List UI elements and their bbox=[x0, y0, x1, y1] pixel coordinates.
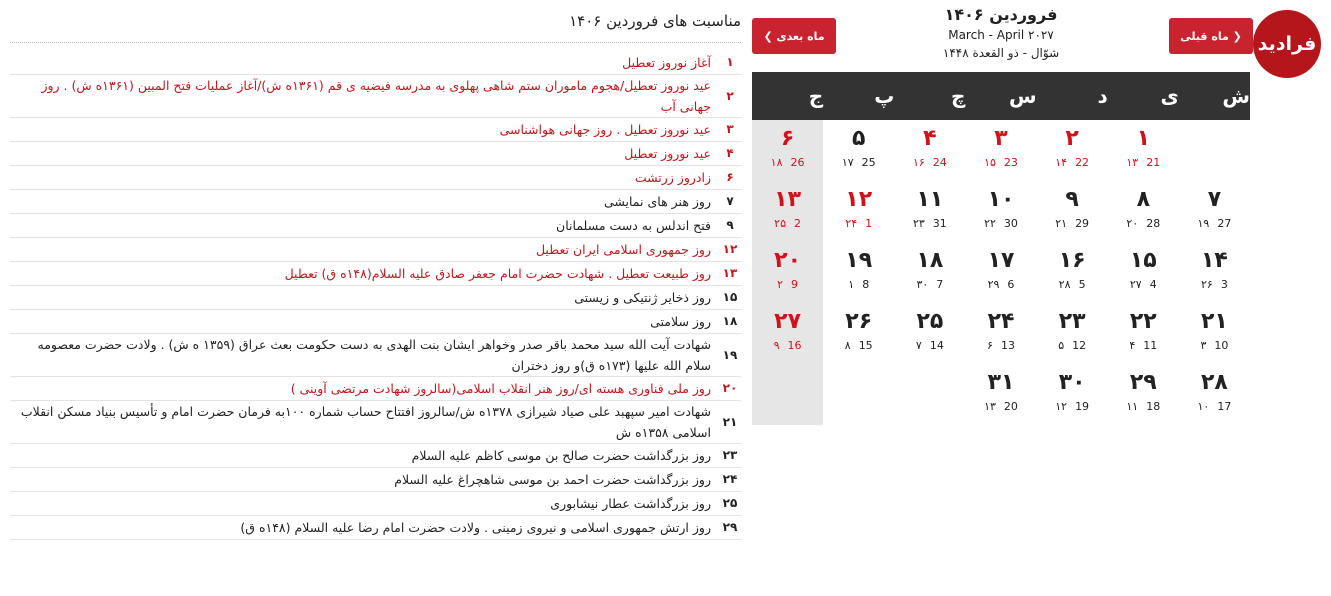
hijri-day: ۲۱ bbox=[1055, 217, 1068, 230]
secondary-dates bbox=[752, 278, 823, 291]
event-day: ۲۴ bbox=[722, 472, 738, 486]
persian-day: ۷ bbox=[1207, 187, 1222, 212]
hijri-day: ۲۳ bbox=[912, 217, 925, 230]
gregorian-day: 15 bbox=[858, 339, 873, 352]
event-text: زادروز زرتشت bbox=[634, 170, 711, 185]
day-cell[interactable] bbox=[1179, 181, 1250, 242]
event-text: شهادت آیت الله سید محمد باقر صدر وخواهر ایشان بنت الهدی به دست حکومت بعث عراق (۱۳۵۹ ه ش) . ولادت حضرت معصومه سلام الله علیها (۱۷۳ه ق)و روز دختران bbox=[37, 337, 711, 373]
gregorian-day: 31 bbox=[932, 217, 947, 230]
gregorian-day: 28 bbox=[1146, 217, 1161, 230]
weekday-header bbox=[752, 72, 1250, 120]
hijri-day: ۲۴ bbox=[845, 217, 858, 230]
day-cell[interactable] bbox=[823, 120, 894, 181]
day-cell[interactable] bbox=[1108, 120, 1179, 181]
weekday-label: س bbox=[1008, 84, 1037, 108]
day-cell[interactable] bbox=[823, 242, 894, 303]
day-cell[interactable] bbox=[965, 242, 1036, 303]
event-text: روز سلامتی bbox=[650, 314, 711, 329]
event-row[interactable] bbox=[10, 51, 741, 75]
gregorian-day: 25 bbox=[861, 156, 876, 169]
calendar-week bbox=[752, 303, 1250, 364]
hijri-day: ۵ bbox=[1058, 339, 1065, 352]
persian-day: ۲۱ bbox=[1201, 309, 1228, 334]
event-day: ۱۸ bbox=[722, 314, 738, 328]
gregorian-day: 5 bbox=[1078, 278, 1086, 291]
event-text: روز ذخایر ژنتیکی و زیستی bbox=[574, 290, 711, 305]
day-cell[interactable] bbox=[1037, 181, 1108, 242]
hijri-day: ۲۶ bbox=[1201, 278, 1213, 291]
day-cell[interactable] bbox=[965, 364, 1036, 425]
logo-text: فرادید bbox=[1257, 33, 1317, 55]
empty-cell bbox=[1179, 120, 1250, 181]
secondary-dates bbox=[1108, 217, 1179, 230]
hijri-day: ۱۱ bbox=[1126, 400, 1139, 413]
secondary-dates bbox=[823, 156, 894, 169]
hijri-day: ۳۰ bbox=[916, 278, 929, 291]
secondary-dates bbox=[1179, 400, 1250, 413]
event-row[interactable] bbox=[10, 286, 741, 310]
day-cell[interactable] bbox=[1179, 242, 1250, 303]
event-row[interactable] bbox=[10, 214, 741, 238]
gregorian-day: 7 bbox=[936, 278, 944, 291]
persian-day: ۲ bbox=[1065, 126, 1079, 151]
event-day: ۷ bbox=[726, 194, 734, 208]
persian-day: ۲۲ bbox=[1129, 309, 1157, 334]
secondary-dates bbox=[965, 400, 1036, 413]
secondary-dates bbox=[894, 339, 965, 352]
secondary-dates bbox=[965, 217, 1036, 230]
event-day: ۲۱ bbox=[722, 414, 738, 429]
gregorian-day: 27 bbox=[1217, 217, 1232, 230]
event-text: روز طبیعت تعطیل . شهادت حضرت امام جعفر صادق علیه السلام(۱۴۸ه ق) تعطیل bbox=[284, 266, 711, 281]
persian-day: ۲۴ bbox=[987, 309, 1015, 334]
persian-day: ۸ bbox=[1136, 187, 1150, 212]
calendar-week bbox=[752, 364, 1250, 425]
persian-day: ۵ bbox=[852, 126, 866, 151]
event-row[interactable] bbox=[10, 310, 741, 334]
day-cell[interactable] bbox=[823, 181, 894, 242]
hijri-day: ۲۲ bbox=[984, 217, 996, 230]
event-day: ۲ bbox=[726, 88, 734, 103]
hijri-day: ۱۹ bbox=[1197, 217, 1210, 230]
hijri-day: ۳ bbox=[1200, 339, 1207, 352]
calendar-week bbox=[752, 120, 1250, 181]
persian-day: ۱۸ bbox=[916, 248, 944, 273]
persian-day: ۲۵ bbox=[916, 309, 944, 334]
event-day: ۴ bbox=[726, 146, 734, 160]
day-cell[interactable] bbox=[894, 242, 965, 303]
hijri-day: ۶ bbox=[987, 339, 993, 352]
empty-cell bbox=[752, 364, 823, 425]
day-cell[interactable] bbox=[752, 120, 823, 181]
event-row[interactable] bbox=[10, 468, 741, 492]
hijri-day: ۲۸ bbox=[1058, 278, 1071, 291]
secondary-dates bbox=[894, 278, 965, 291]
day-cell[interactable] bbox=[894, 120, 965, 181]
secondary-dates bbox=[752, 339, 823, 352]
persian-day: ۱۵ bbox=[1129, 248, 1157, 273]
event-text: عید نوروز تعطیل/هجوم ماموران ستم شاهی پهلوی به مدرسه فیضیه ی قم (۱۳۶۱ه ش)/آغاز عملیات فتح المبین (۱۳۶۱ه ش) . روز جهانی آب bbox=[41, 78, 711, 114]
hijri-day: ۲۷ bbox=[1129, 278, 1142, 291]
weekday-label: د bbox=[1097, 84, 1108, 108]
gregorian-day: 20 bbox=[1003, 400, 1018, 413]
day-cell[interactable] bbox=[823, 303, 894, 364]
event-row[interactable] bbox=[10, 444, 741, 468]
gregorian-day: 2 bbox=[794, 217, 801, 230]
secondary-dates bbox=[752, 217, 823, 230]
gregorian-day: 26 bbox=[790, 156, 805, 169]
day-cell[interactable] bbox=[1037, 303, 1108, 364]
weekday-label: ش bbox=[1222, 84, 1250, 108]
event-row[interactable] bbox=[10, 75, 741, 118]
gregorian-day: 8 bbox=[862, 278, 870, 291]
secondary-dates bbox=[1037, 217, 1108, 230]
day-cell[interactable] bbox=[752, 303, 823, 364]
secondary-dates bbox=[894, 217, 965, 230]
persian-day: ۱۹ bbox=[845, 248, 873, 273]
prev-month-label: ماه قبلی bbox=[1180, 29, 1229, 43]
empty-cell bbox=[823, 364, 894, 425]
gregorian-day: 11 bbox=[1143, 339, 1158, 352]
day-cell[interactable] bbox=[1037, 120, 1108, 181]
secondary-dates bbox=[1108, 400, 1179, 413]
event-day: ۲۵ bbox=[722, 496, 738, 510]
hijri-day: ۲۰ bbox=[1126, 217, 1139, 230]
persian-day: ۱۰ bbox=[987, 187, 1015, 212]
secondary-dates bbox=[1108, 278, 1179, 291]
hijri-day: ۹ bbox=[773, 339, 780, 352]
gregorian-day: 24 bbox=[932, 156, 947, 169]
secondary-dates bbox=[1179, 217, 1250, 230]
secondary-dates bbox=[894, 156, 965, 169]
secondary-dates bbox=[965, 278, 1036, 291]
event-text: فتح اندلس به دست مسلمانان bbox=[556, 218, 711, 233]
event-day: ۱۳ bbox=[722, 266, 738, 280]
event-day: ۲۹ bbox=[722, 520, 738, 534]
day-cell[interactable] bbox=[1037, 242, 1108, 303]
gregorian-day: 16 bbox=[787, 339, 802, 352]
persian-day: ۶ bbox=[780, 126, 795, 151]
empty-cell bbox=[894, 364, 965, 425]
secondary-dates bbox=[823, 278, 894, 291]
weekday-label: چ bbox=[951, 84, 966, 108]
event-text: روز جمهوری اسلامی ایران تعطیل bbox=[535, 242, 711, 257]
chevron-right-icon: ❮ bbox=[1228, 29, 1242, 43]
persian-day: ۱۳ bbox=[774, 187, 802, 212]
weekday-label: ج bbox=[808, 84, 824, 108]
hijri-day: ۱۶ bbox=[912, 156, 925, 169]
weekday-label: ی bbox=[1160, 84, 1179, 108]
gregorian-day: 30 bbox=[1003, 217, 1018, 230]
day-cell[interactable] bbox=[1179, 364, 1250, 425]
hijri-day: ۱۲ bbox=[1055, 400, 1068, 413]
chevron-left-icon: ❯ bbox=[763, 29, 777, 43]
gregorian-day: 6 bbox=[1007, 278, 1015, 291]
persian-day: ۱۴ bbox=[1201, 248, 1228, 273]
secondary-dates bbox=[1037, 339, 1108, 352]
site-logo[interactable] bbox=[1253, 10, 1321, 78]
calendar-week bbox=[752, 181, 1250, 242]
event-row[interactable] bbox=[10, 492, 741, 516]
hijri-day: ۲۹ bbox=[987, 278, 1000, 291]
gregorian-day: 12 bbox=[1072, 339, 1087, 352]
event-row[interactable] bbox=[10, 118, 741, 142]
events-panel bbox=[10, 8, 741, 540]
secondary-dates bbox=[1037, 156, 1108, 169]
event-row[interactable] bbox=[10, 166, 741, 190]
gregorian-day: 3 bbox=[1220, 278, 1228, 291]
event-text: آغاز نوروز تعطیل bbox=[622, 55, 711, 70]
event-row[interactable] bbox=[10, 334, 741, 377]
event-row[interactable] bbox=[10, 401, 741, 444]
day-cell[interactable] bbox=[1108, 303, 1179, 364]
hijri-day: ۲۵ bbox=[774, 217, 786, 230]
persian-day: ۱ bbox=[1136, 126, 1150, 151]
event-day: ۲۳ bbox=[722, 448, 738, 462]
event-day: ۶ bbox=[726, 170, 734, 184]
persian-day: ۳ bbox=[994, 126, 1008, 151]
event-text: عید نوروز تعطیل bbox=[624, 146, 711, 161]
event-row[interactable] bbox=[10, 142, 741, 166]
gregorian-day: 14 bbox=[929, 339, 944, 352]
events-title: مناسبت های فروردین ۱۴۰۶ bbox=[10, 8, 741, 43]
day-cell[interactable] bbox=[965, 120, 1036, 181]
hijri-day: ۱۰ bbox=[1197, 400, 1210, 413]
calendar-grid bbox=[752, 72, 1250, 425]
day-cell[interactable] bbox=[894, 181, 965, 242]
secondary-dates bbox=[823, 217, 894, 230]
gregorian-day: 9 bbox=[791, 278, 799, 291]
persian-day: ۲۸ bbox=[1201, 370, 1228, 395]
gregorian-day: 29 bbox=[1075, 217, 1090, 230]
persian-day: ۲۰ bbox=[774, 248, 802, 273]
secondary-dates bbox=[965, 156, 1036, 169]
hijri-range: شوّال - ذو القعدة ۱۴۴۸ bbox=[942, 46, 1060, 60]
secondary-dates bbox=[1037, 400, 1108, 413]
hijri-day: ۱۴ bbox=[1055, 156, 1068, 169]
hijri-day: ۴ bbox=[1129, 339, 1136, 352]
secondary-dates bbox=[1179, 339, 1250, 352]
persian-day: ۲۷ bbox=[774, 309, 802, 334]
event-day: ۱ bbox=[726, 55, 734, 69]
persian-day: ۳۰ bbox=[1058, 370, 1086, 395]
persian-day: ۱۷ bbox=[987, 248, 1015, 273]
gregorian-day: 13 bbox=[1000, 339, 1015, 352]
hijri-day: ۲ bbox=[777, 278, 784, 291]
gregorian-day: 10 bbox=[1214, 339, 1229, 352]
gregorian-day: 4 bbox=[1149, 278, 1157, 291]
event-row[interactable] bbox=[10, 377, 741, 401]
weekday-label: پ bbox=[874, 84, 895, 108]
day-cell[interactable] bbox=[752, 242, 823, 303]
event-text: روز بزرگداشت حضرت صالح بن موسی کاظم علیه السلام bbox=[411, 448, 711, 463]
event-text: روز هنر های نمایشی bbox=[603, 194, 711, 209]
secondary-dates bbox=[752, 156, 823, 169]
day-cell[interactable] bbox=[752, 181, 823, 242]
event-row[interactable] bbox=[10, 238, 741, 262]
event-text: شهادت امیر سپهبد علی صیاد شیرازی ۱۳۷۸ه ش/سالروز افتتاح حساب شماره ۱۰۰به فرمان حضرت امام و تأسیس بنیاد مسکن انقلاب اسلامی ۱۳۵۸ه ش bbox=[20, 404, 711, 440]
calendar-week bbox=[752, 242, 1250, 303]
event-day: ۱۲ bbox=[722, 242, 738, 256]
persian-day: ۱۶ bbox=[1058, 248, 1086, 273]
persian-day: ۱۱ bbox=[916, 187, 944, 212]
gregorian-day: 18 bbox=[1146, 400, 1161, 413]
day-cell[interactable] bbox=[894, 303, 965, 364]
persian-day: ۱۲ bbox=[845, 187, 873, 212]
day-cell[interactable] bbox=[1179, 303, 1250, 364]
secondary-dates bbox=[965, 339, 1036, 352]
next-month-label: ماه بعدی bbox=[776, 29, 825, 43]
day-cell[interactable] bbox=[1108, 364, 1179, 425]
event-day: ۹ bbox=[726, 218, 734, 232]
hijri-day: ۱۳ bbox=[984, 400, 996, 413]
hijri-day: ۱۸ bbox=[770, 156, 783, 169]
event-day: ۱۵ bbox=[722, 290, 738, 304]
event-text: روز ملی فناوری هسته ای/روز هنر انقلاب اسلامی(سالروز شهادت مرتضی آوینی ) bbox=[290, 381, 711, 396]
hijri-day: ۱ bbox=[848, 278, 855, 291]
secondary-dates bbox=[1037, 278, 1108, 291]
persian-day: ۳۱ bbox=[987, 370, 1015, 395]
day-cell[interactable] bbox=[1037, 364, 1108, 425]
calendar-header bbox=[752, 0, 1250, 60]
event-day: ۳ bbox=[726, 122, 734, 136]
hijri-day: ۸ bbox=[844, 339, 851, 352]
gregorian-day: 17 bbox=[1217, 400, 1232, 413]
gregorian-day: 23 bbox=[1003, 156, 1018, 169]
secondary-dates bbox=[1108, 339, 1179, 352]
gregorian-day: 19 bbox=[1075, 400, 1090, 413]
gregorian-day: 22 bbox=[1075, 156, 1090, 169]
persian-day: ۲۳ bbox=[1058, 309, 1086, 334]
gregorian-day: 21 bbox=[1146, 156, 1161, 169]
event-text: عید نوروز تعطیل . روز جهانی هواشناسی bbox=[499, 122, 711, 137]
gregorian-day: 1 bbox=[865, 217, 873, 230]
day-cell[interactable] bbox=[1108, 181, 1179, 242]
persian-day: ۹ bbox=[1065, 187, 1079, 212]
day-cell[interactable] bbox=[965, 303, 1036, 364]
event-text: روز بزرگداشت عطار نیشابوری bbox=[550, 496, 711, 511]
events-list bbox=[10, 51, 741, 540]
gregorian-range: March - April ۲۰۲۷ bbox=[948, 28, 1054, 42]
secondary-dates bbox=[1179, 278, 1250, 291]
event-text: روز بزرگداشت حضرت احمد بن موسی شاهچراغ علیه السلام bbox=[394, 472, 711, 487]
hijri-day: ۱۵ bbox=[984, 156, 996, 169]
day-cell[interactable] bbox=[965, 181, 1036, 242]
hijri-day: ۷ bbox=[915, 339, 922, 352]
hijri-day: ۱۳ bbox=[1126, 156, 1139, 169]
day-cell[interactable] bbox=[1108, 242, 1179, 303]
secondary-dates bbox=[823, 339, 894, 352]
hijri-day: ۱۷ bbox=[841, 156, 854, 169]
persian-day: ۴ bbox=[923, 126, 937, 151]
secondary-dates bbox=[1108, 156, 1179, 169]
event-text: روز ارتش جمهوری اسلامی و نیروی زمینی . ولادت حضرت امام رضا علیه السلام (۱۴۸ه ق) bbox=[240, 520, 711, 535]
event-day: ۱۹ bbox=[722, 347, 738, 362]
event-row[interactable] bbox=[10, 516, 741, 540]
event-row[interactable] bbox=[10, 262, 741, 286]
month-title: فروردین ۱۴۰۶ bbox=[944, 5, 1058, 24]
persian-day: ۲۹ bbox=[1129, 370, 1157, 395]
event-day: ۲۰ bbox=[722, 381, 738, 395]
persian-day: ۲۶ bbox=[845, 309, 873, 334]
event-row[interactable] bbox=[10, 190, 741, 214]
